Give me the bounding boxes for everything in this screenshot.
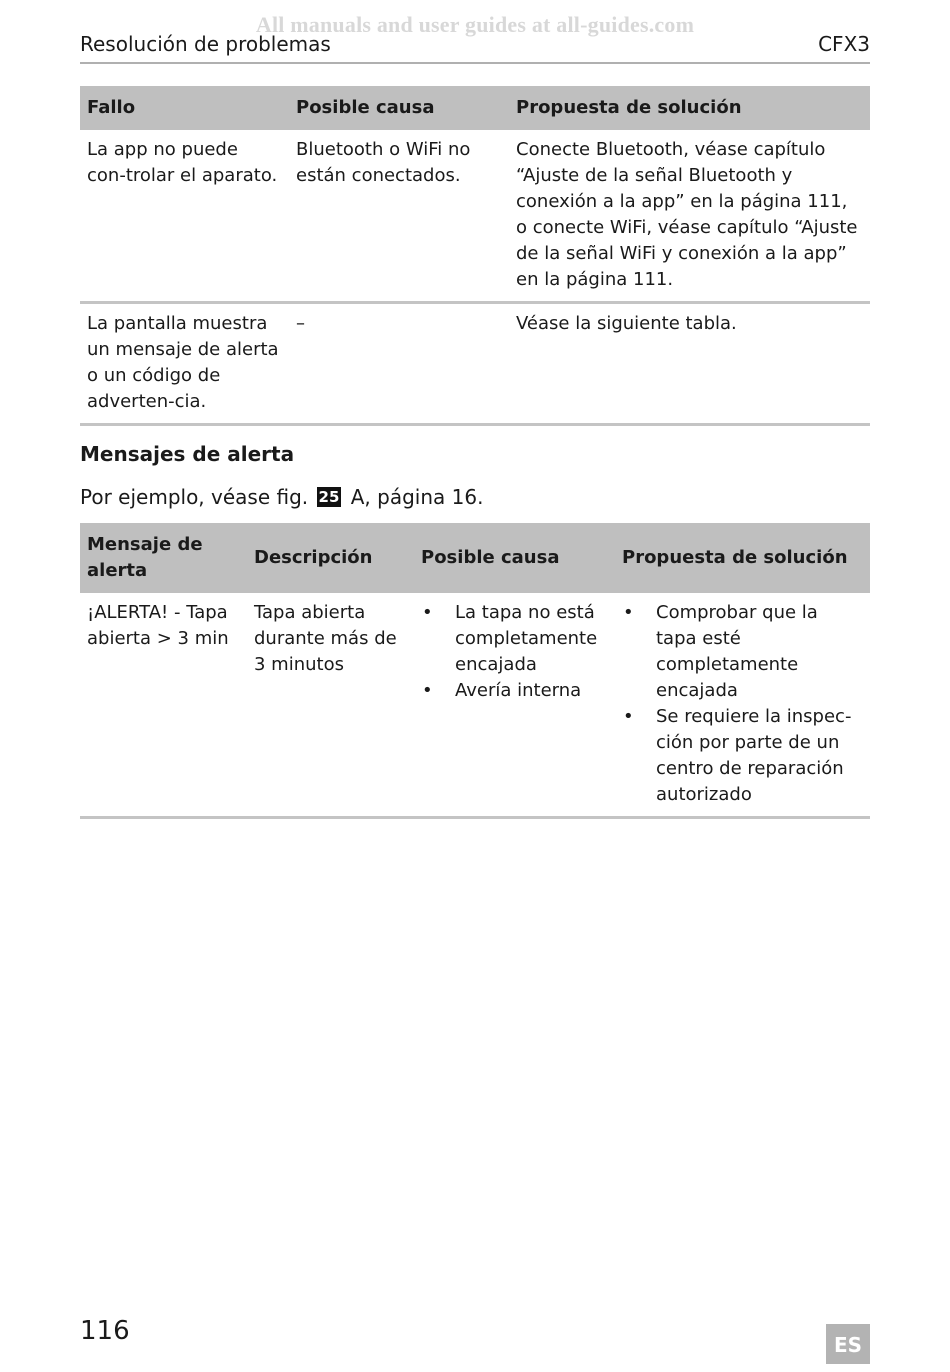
column-header-cause: Posible causa xyxy=(289,86,509,130)
example-prefix: Por ejemplo, véase fig. xyxy=(80,485,309,509)
cell-fault: La app no puede con-trolar el aparato. xyxy=(80,130,289,303)
section-heading: Mensajes de alerta xyxy=(80,442,295,466)
column-header-solution: Propuesta de solución xyxy=(615,523,870,593)
list-item: • Comprobar que la tapa esté completamente encajada xyxy=(622,600,863,704)
column-header-fault: Fallo xyxy=(80,86,289,130)
causes-list xyxy=(421,600,608,704)
example-suffix: A, página 16. xyxy=(350,485,484,509)
table-row xyxy=(80,303,870,425)
list-item: • La tapa no está completamente encajada xyxy=(421,600,608,678)
model-name: CFX3 xyxy=(818,32,870,56)
column-header-cause: Posible causa xyxy=(414,523,615,593)
cell-causes xyxy=(414,593,615,818)
cell-solutions xyxy=(615,593,870,818)
page-header xyxy=(80,30,870,64)
table-header-row xyxy=(80,523,870,593)
table-row xyxy=(80,130,870,303)
column-header-description: Descripción xyxy=(247,523,414,593)
figure-number-badge: 25 xyxy=(318,488,340,506)
alert-messages-table xyxy=(80,523,870,819)
cell-solution: Véase la siguiente tabla. xyxy=(509,303,870,425)
language-tab: ES xyxy=(826,1324,870,1364)
cell-solution: Conecte Bluetooth, véase capítulo “Ajuste de la señal Bluetooth y conexión a la app” en la página 111, o conecte WiFi, véase capítulo “Ajuste de la señal WiFi y conexión a la app” en la página 111. xyxy=(509,130,870,303)
cell-message: ¡ALERTA! - Tapa abierta > 3 min xyxy=(80,593,247,818)
cell-cause: – xyxy=(289,303,509,425)
cell-description: Tapa abierta durante más de 3 minutos xyxy=(247,593,414,818)
troubleshooting-table xyxy=(80,86,870,426)
section-title-header: Resolución de problemas xyxy=(80,32,331,56)
page-number: 116 xyxy=(80,1316,130,1346)
cell-fault: La pantalla muestra un mensaje de alerta o un código de adverten-cia. xyxy=(80,303,289,425)
list-item: • Avería interna xyxy=(421,678,608,704)
table-row xyxy=(80,593,870,818)
column-header-solution: Propuesta de solución xyxy=(509,86,870,130)
table-header-row xyxy=(80,86,870,130)
watermark: All manuals and user guides at all-guides.com xyxy=(255,12,695,37)
solutions-list xyxy=(622,600,863,808)
example-reference xyxy=(80,485,483,509)
list-item: • Se requiere la inspec-ción por parte de un centro de reparación autorizado xyxy=(622,704,863,808)
cell-cause: Bluetooth o WiFi no están conectados. xyxy=(289,130,509,303)
column-header-message: Mensaje de alerta xyxy=(80,523,247,593)
